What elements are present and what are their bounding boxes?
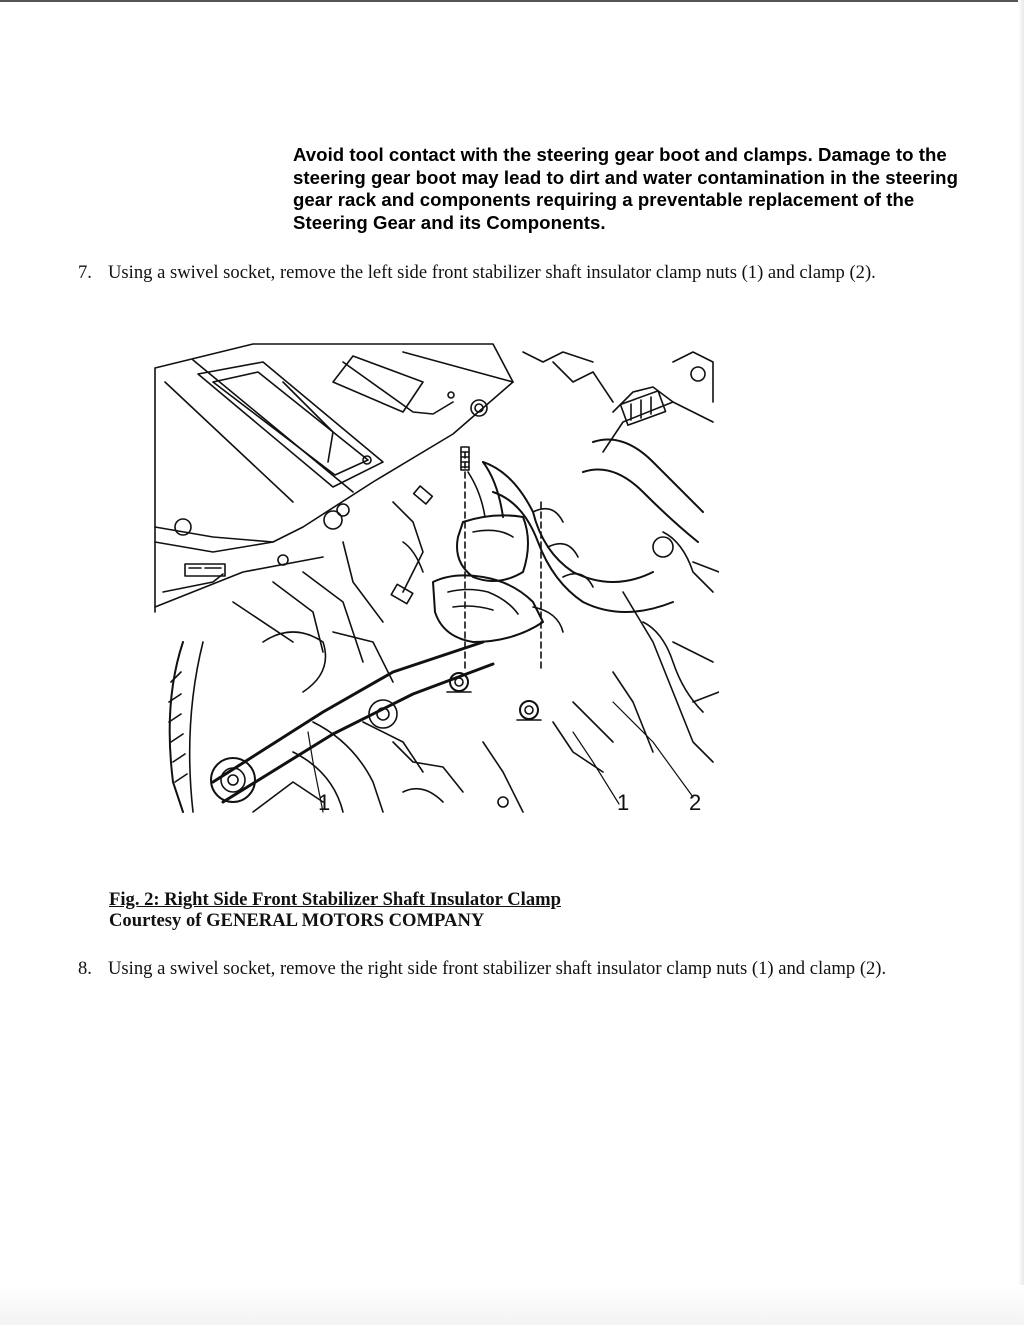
figure-caption	[109, 889, 561, 931]
figure-illustration	[153, 342, 719, 822]
callout-label: 2	[689, 790, 702, 815]
page-bottom-edge	[0, 1285, 1024, 1325]
step-7	[78, 261, 876, 285]
step-text: Using a swivel socket, remove the left side front stabilizer shaft insulator clamp nuts (1) and clamp (2).	[108, 262, 876, 283]
step-text: Using a swivel socket, remove the right side front stabilizer shaft insulator clamp nuts (1) and clamp (2).	[108, 958, 887, 979]
figure-caption-courtesy: Courtesy of GENERAL MOTORS COMPANY	[109, 910, 485, 931]
step-number: 8.	[78, 958, 92, 979]
figure-caption-title: Fig. 2: Right Side Front Stabilizer Shaft Insulator Clamp	[109, 889, 561, 910]
caution-note: Avoid tool contact with the steering gear boot and clamps. Damage to the steering gear boot may lead to dirt and water contamination in the steering gear rack and components requiring a preventable replacement of the Steering Gear and its Components.	[293, 144, 958, 233]
steering-gear	[483, 352, 719, 762]
cover-plate	[155, 344, 513, 612]
stabilizer-clamp	[433, 462, 563, 642]
step-number: 7.	[78, 262, 92, 283]
step-8	[78, 957, 886, 981]
callout-label: 1	[617, 790, 630, 815]
fasteners	[447, 447, 541, 720]
crossmember	[155, 557, 363, 662]
page-top-edge	[0, 0, 1024, 2]
lower-details	[253, 486, 613, 812]
page-right-edge	[1018, 0, 1024, 1325]
callout-label: 1	[318, 790, 331, 815]
